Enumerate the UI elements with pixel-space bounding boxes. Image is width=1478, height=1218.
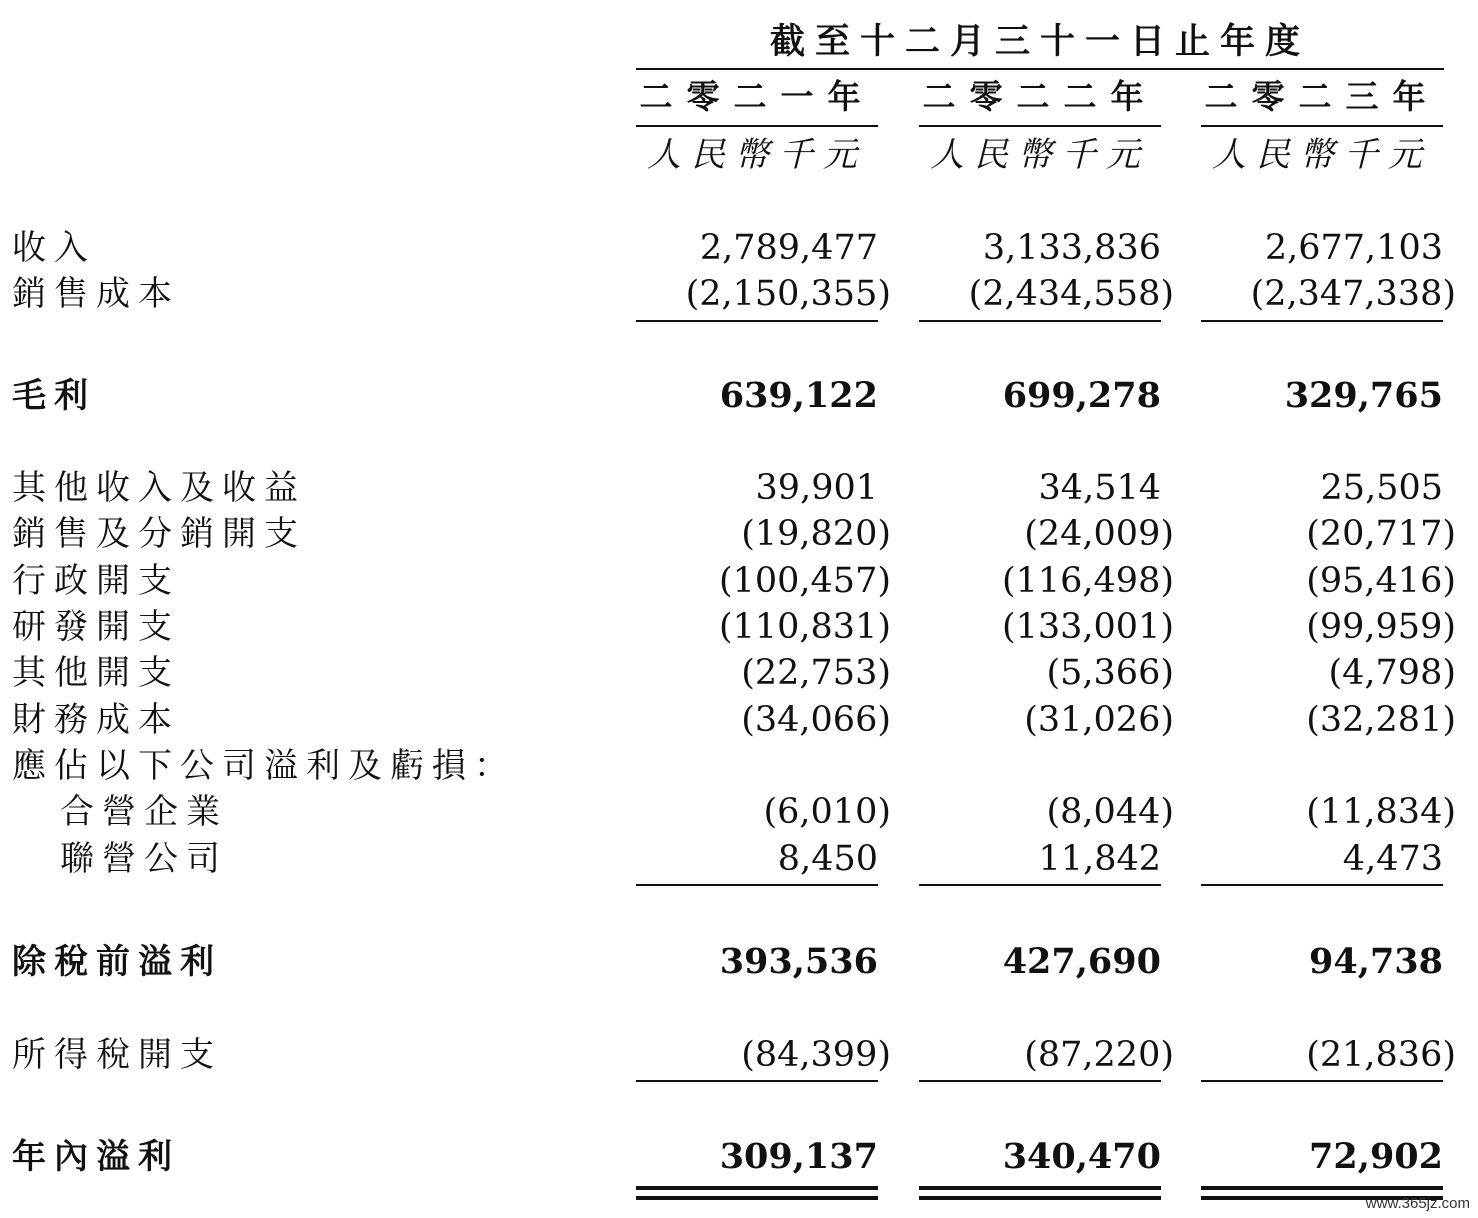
year-rule-2021 [636,125,878,127]
row-label-cost-of-sales: 銷售成本 [12,274,180,314]
value-finance-costs-2021: (34,066) [741,700,891,740]
value-income-tax-2022: (87,220) [1024,1035,1174,1075]
subtotal-rule [919,1080,1161,1082]
watermark: www.365jz.com [1365,1195,1470,1212]
row-label-gross-profit: 毛利 [12,376,96,416]
value-cost-of-sales-2021: (2,150,355) [685,274,891,314]
value-selling-expenses-2021: (19,820) [741,514,891,554]
row-label-other-income: 其他收入及收益 [12,468,306,508]
value-associates-2022: 11,842 [1038,839,1161,879]
value-profit-for-year-2022: 340,470 [1002,1136,1161,1177]
value-other-income-2021: 39,901 [755,468,878,508]
year-header-2021: 二零二一年 [639,77,875,116]
subtotal-rule [919,320,1161,322]
year-header-2022: 二零二二年 [922,77,1158,116]
value-other-income-2023: 25,505 [1320,468,1443,508]
subtotal-rule [1201,884,1443,886]
value-finance-costs-2022: (31,026) [1024,700,1174,740]
value-finance-costs-2023: (32,281) [1306,700,1456,740]
total-double-rule [636,1186,878,1190]
row-label-profit-for-year: 年內溢利 [12,1137,180,1177]
year-rule-2023 [1201,125,1443,127]
value-gross-profit-2021: 639,122 [719,375,878,416]
value-income-tax-2021: (84,399) [741,1035,891,1075]
value-revenue-2023: 2,677,103 [1264,228,1443,268]
value-other-income-2022: 34,514 [1038,468,1161,508]
value-other-expenses-2021: (22,753) [741,653,891,693]
value-selling-expenses-2022: (24,009) [1024,514,1174,554]
value-associates-2021: 8,450 [777,839,878,879]
row-label-associates: 聯營公司 [60,839,228,879]
value-joint-ventures-2023: (11,834) [1306,792,1456,832]
subtotal-rule [636,1080,878,1082]
value-admin-expenses-2023: (95,416) [1306,561,1456,601]
row-label-income-tax: 所得稅開支 [12,1035,222,1075]
year-header-2023: 二零二三年 [1204,77,1440,116]
row-label-profit-before-tax: 除稅前溢利 [12,942,222,982]
value-rd-expenses-2022: (133,001) [1001,607,1174,647]
value-revenue-2021: 2,789,477 [699,228,878,268]
value-profit-before-tax-2021: 393,536 [719,941,878,982]
value-selling-expenses-2023: (20,717) [1306,514,1456,554]
value-other-expenses-2022: (5,366) [1046,653,1174,693]
value-profit-for-year-2023: 72,902 [1309,1136,1443,1177]
subtotal-rule [919,884,1161,886]
total-double-rule [636,1196,878,1200]
unit-header-2022: 人民幣千元 [930,135,1150,175]
subtotal-rule [1201,320,1443,322]
total-double-rule [1201,1186,1443,1190]
unit-header-2021: 人民幣千元 [647,135,867,175]
row-label-finance-costs: 財務成本 [12,700,180,740]
row-label-other-expenses: 其他開支 [12,653,180,693]
value-profit-for-year-2021: 309,137 [719,1136,878,1177]
row-label-joint-ventures: 合營企業 [60,792,228,832]
value-profit-before-tax-2022: 427,690 [1002,941,1161,982]
value-cost-of-sales-2022: (2,434,558) [968,274,1174,314]
value-admin-expenses-2022: (116,498) [1001,561,1174,601]
value-profit-before-tax-2023: 94,738 [1309,941,1443,982]
value-rd-expenses-2023: (99,959) [1306,607,1456,647]
header-rule [636,68,1444,70]
value-other-expenses-2023: (4,798) [1328,653,1456,693]
row-label-selling-expenses: 銷售及分銷開支 [12,514,306,554]
total-double-rule [919,1196,1161,1200]
subtotal-rule [1201,1080,1443,1082]
unit-header-2023: 人民幣千元 [1212,135,1432,175]
value-admin-expenses-2021: (100,457) [718,561,891,601]
row-label-admin-expenses: 行政開支 [12,561,180,601]
row-label-revenue: 收入 [12,228,96,268]
subtotal-rule [636,884,878,886]
value-gross-profit-2023: 329,765 [1284,375,1443,416]
value-gross-profit-2022: 699,278 [1002,375,1161,416]
year-rule-2022 [919,125,1161,127]
total-double-rule [919,1186,1161,1190]
value-joint-ventures-2021: (6,010) [763,792,891,832]
subtotal-rule [636,320,878,322]
value-rd-expenses-2021: (110,831) [718,607,891,647]
value-income-tax-2023: (21,836) [1306,1035,1456,1075]
row-label-share-of-profits: 應佔以下公司溢利及虧損： [12,746,516,786]
value-revenue-2022: 3,133,836 [982,228,1161,268]
row-label-rd-expenses: 研發開支 [12,607,180,647]
period-header: 截至十二月三十一日止年度 [769,21,1310,62]
value-associates-2023: 4,473 [1342,839,1443,879]
value-cost-of-sales-2023: (2,347,338) [1250,274,1456,314]
value-joint-ventures-2022: (8,044) [1046,792,1174,832]
